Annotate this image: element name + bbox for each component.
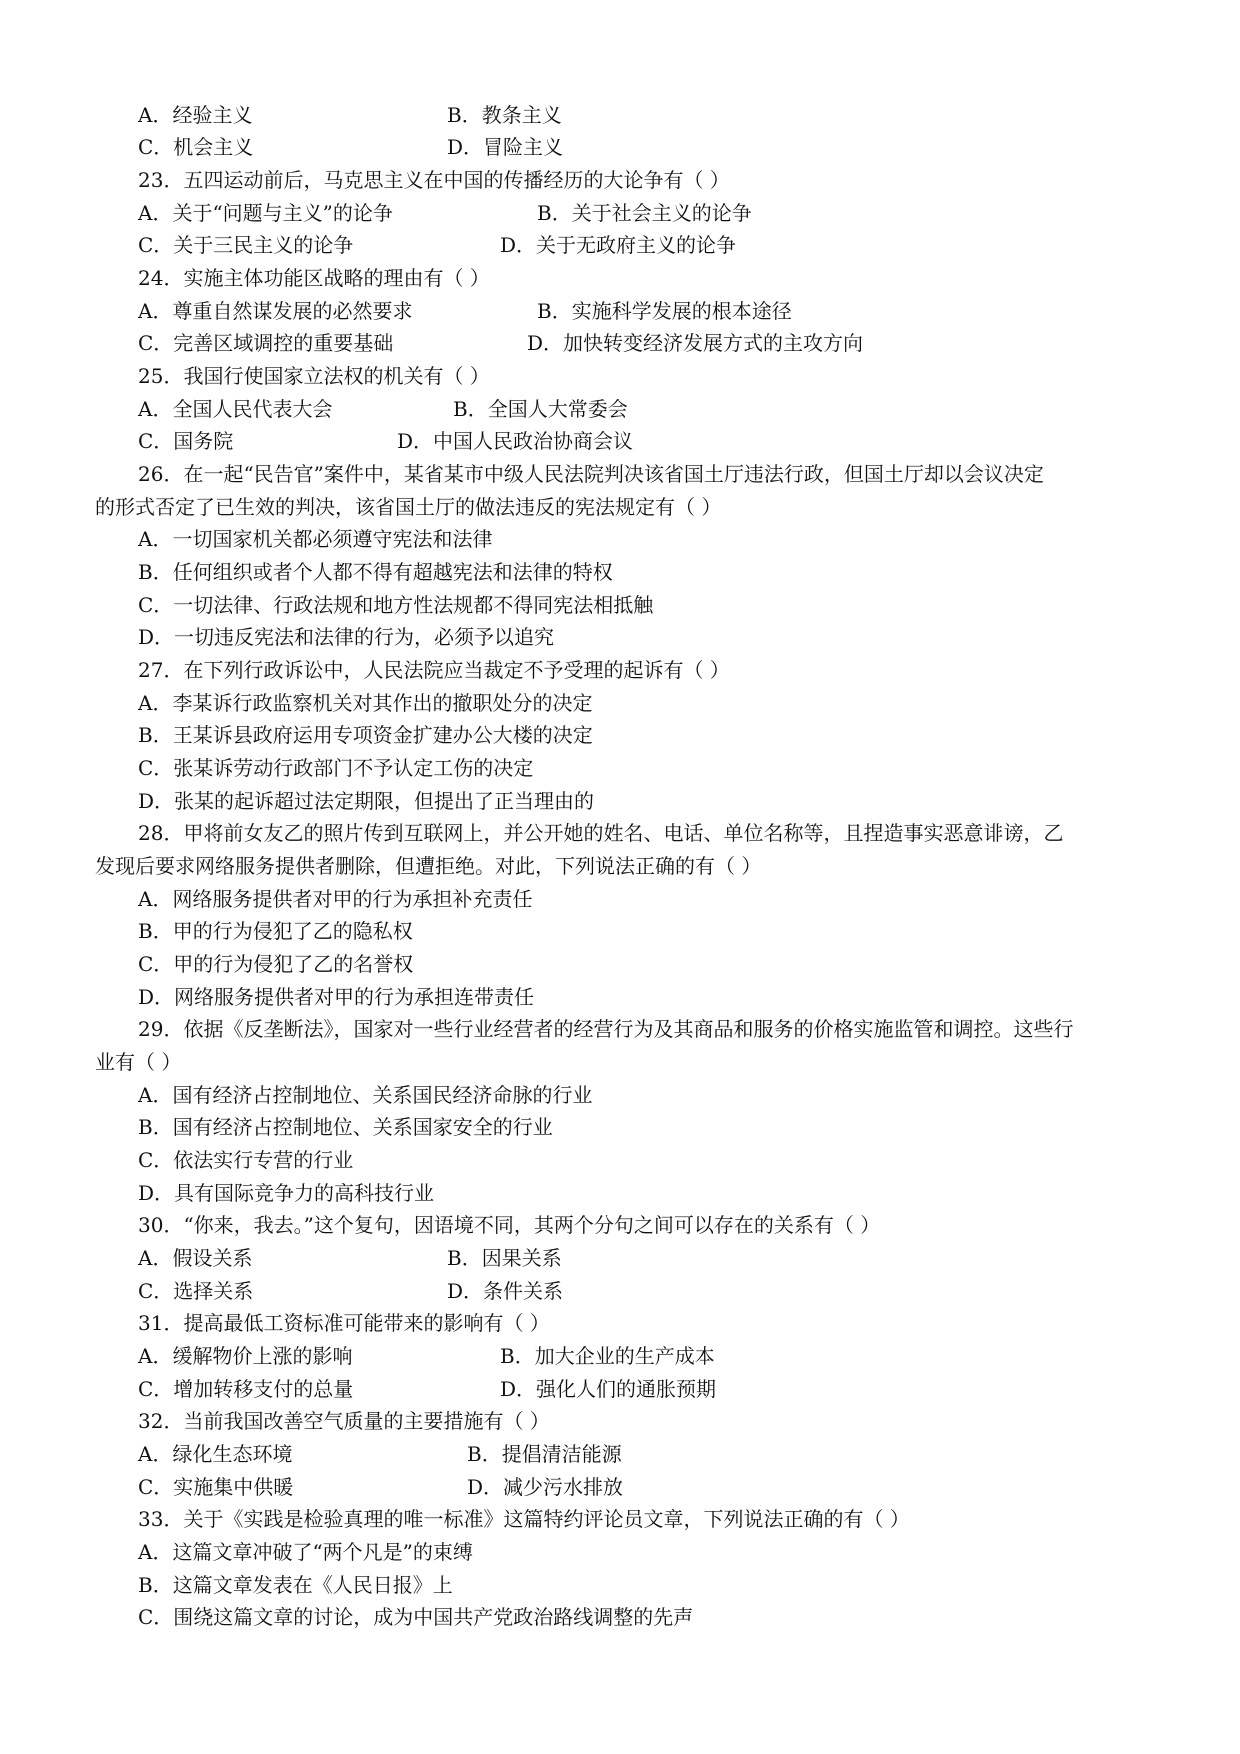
q22-option-a: A．经验主义: [138, 103, 253, 127]
q28-option-d: D．网络服务提供者对甲的行为承担连带责任: [138, 985, 535, 1009]
q28-stem-line2: 发现后要求网络服务提供者删除，但遭拒绝。对此，下列说法正确的有（ ）: [95, 854, 762, 878]
q24-option-c: C．完善区域调控的重要基础: [138, 331, 394, 355]
q27-option-c: C．张某诉劳动行政部门不予认定工伤的决定: [138, 756, 534, 780]
q27-stem: 27．在下列行政诉讼中，人民法院应当裁定不予受理的起诉有（ ）: [138, 658, 730, 682]
q26-option-c: C．一切法律、行政法规和地方性法规都不得同宪法相抵触: [138, 593, 654, 617]
q33-option-c: C．围绕这篇文章的讨论，成为中国共产党政治路线调整的先声: [138, 1605, 694, 1629]
q30-option-c: C．选择关系: [138, 1279, 254, 1303]
q24-option-d: D．加快转变经济发展方式的主攻方向: [527, 331, 864, 355]
q31-option-b: B．加大企业的生产成本: [500, 1344, 715, 1368]
q26-stem-line1: 26．在一起“民告官”案件中，某省某市中级人民法院判决该省国土厅违法行政，但国土厅却以会议决定: [138, 462, 1044, 486]
q25-option-c: C．国务院: [138, 429, 234, 453]
q33-stem: 33．关于《实践是检验真理的唯一标准》这篇特约评论员文章，下列说法正确的有（ ）: [138, 1507, 910, 1531]
q27-option-a: A．李某诉行政监察机关对其作出的撤职处分的决定: [138, 691, 593, 715]
q32-option-b: B．提倡清洁能源: [467, 1442, 622, 1466]
q32-stem: 32．当前我国改善空气质量的主要措施有（ ）: [138, 1409, 550, 1433]
q31-option-c: C．增加转移支付的总量: [138, 1377, 354, 1401]
q23-option-c: C．关于三民主义的论争: [138, 233, 354, 257]
q29-stem-line1: 29．依据《反垄断法》，国家对一些行业经营者的经营行为及其商品和服务的价格实施监管和调控。这些行: [138, 1017, 1074, 1041]
q33-option-b: B．这篇文章发表在《人民日报》上: [138, 1573, 453, 1597]
q28-option-a: A．网络服务提供者对甲的行为承担补充责任: [138, 887, 533, 911]
q22-option-c: C．机会主义: [138, 135, 254, 159]
q25-option-a: A．全国人民代表大会: [138, 397, 333, 421]
q28-option-c: C．甲的行为侵犯了乙的名誉权: [138, 952, 414, 976]
q27-option-b: B．王某诉县政府运用专项资金扩建办公大楼的决定: [138, 723, 593, 747]
q30-option-b: B．因果关系: [447, 1246, 562, 1270]
q32-option-a: A．绿化生态环境: [138, 1442, 293, 1466]
q25-option-b: B．全国人大常委会: [453, 397, 628, 421]
q26-option-d: D．一切违反宪法和法律的行为，必须予以追究: [138, 625, 555, 649]
q22-option-d: D．冒险主义: [447, 135, 564, 159]
q33-option-a: A．这篇文章冲破了“两个凡是”的束缚: [138, 1540, 473, 1564]
q25-stem: 25．我国行使国家立法权的机关有（ ）: [138, 364, 490, 388]
q24-option-b: B．实施科学发展的根本途径: [537, 299, 792, 323]
q23-option-b: B．关于社会主义的论争: [537, 201, 752, 225]
q23-option-a: A．关于“问题与主义”的论争: [138, 201, 393, 225]
q29-option-b: B．国有经济占控制地位、关系国家安全的行业: [138, 1115, 553, 1139]
q24-option-a: A．尊重自然谋发展的必然要求: [138, 299, 413, 323]
q30-option-d: D．条件关系: [447, 1279, 564, 1303]
q32-option-c: C．实施集中供暖: [138, 1475, 294, 1499]
q26-option-b: B．任何组织或者个人都不得有超越宪法和法律的特权: [138, 560, 613, 584]
q30-option-a: A．假设关系: [138, 1246, 253, 1270]
q27-option-d: D．张某的起诉超过法定期限，但提出了正当理由的: [138, 789, 595, 813]
q31-option-d: D．强化人们的通胀预期: [500, 1377, 717, 1401]
q29-option-c: C．依法实行专营的行业: [138, 1148, 354, 1172]
q31-stem: 31．提高最低工资标准可能带来的影响有（ ）: [138, 1311, 550, 1335]
q32-option-d: D．减少污水排放: [467, 1475, 624, 1499]
q30-stem: 30．“你来，我去。”这个复句，因语境不同，其两个分句之间可以存在的关系有（ ）: [138, 1213, 881, 1237]
q31-option-a: A．缓解物价上涨的影响: [138, 1344, 353, 1368]
q23-option-d: D．关于无政府主义的论争: [500, 233, 737, 257]
q26-stem-line2: 的形式否定了已生效的判决，该省国土厅的做法违反的宪法规定有（ ）: [95, 495, 722, 519]
q29-option-a: A．国有经济占控制地位、关系国民经济命脉的行业: [138, 1083, 593, 1107]
q28-option-b: B．甲的行为侵犯了乙的隐私权: [138, 919, 413, 943]
q28-stem-line1: 28．甲将前女友乙的照片传到互联网上，并公开她的姓名、电话、单位名称等，且捏造事实恶意诽谤，乙: [138, 821, 1064, 845]
q29-option-d: D．具有国际竞争力的高科技行业: [138, 1181, 435, 1205]
q29-stem-line2: 业有（ ）: [95, 1050, 182, 1074]
q25-option-d: D．中国人民政治协商会议: [397, 429, 634, 453]
q26-option-a: A．一切国家机关都必须遵守宪法和法律: [138, 527, 493, 551]
q24-stem: 24．实施主体功能区战略的理由有（ ）: [138, 266, 490, 290]
q22-option-b: B．教条主义: [447, 103, 562, 127]
q23-stem: 23．五四运动前后，马克思主义在中国的传播经历的大论争有（ ）: [138, 168, 730, 192]
